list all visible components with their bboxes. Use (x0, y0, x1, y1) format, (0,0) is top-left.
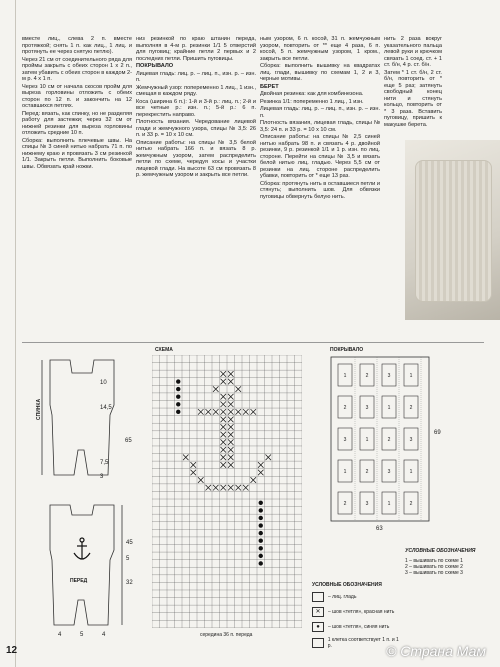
col1-para: Через 21 см от соединительного ряда для проймы закрыть с обеих сторон 1 х 2 п., затем убавить с обеих сторон в каждом 2-м р. 4 х 1 п. (22, 56, 132, 82)
svg-text:3: 3 (365, 405, 369, 411)
chart-cross-cell (213, 485, 219, 491)
chart-cross-cell (258, 470, 264, 476)
chart-cross-cell (221, 379, 227, 385)
svg-text:2: 2 (409, 501, 413, 507)
col4-para: Затем * 1 ст. б/н, 2 ст. б/н, повторить от * еще 5 раз; затянуть свободный конец нити и стянуть кольцо, повторить от * 3 раза. Вставить пуговицу, пришить к макушке берета. (384, 69, 442, 128)
chart-cross-cell (221, 485, 227, 491)
chart-dot-cell (259, 546, 263, 550)
chart-dot-cell (176, 394, 180, 398)
chart-cross-cell (221, 432, 227, 438)
legend-row: 1 клетка соответствует 1 п. и 1 р. (312, 637, 402, 649)
binding-edge (15, 0, 16, 667)
page-number: 12 (6, 645, 18, 656)
svg-text:2: 2 (387, 437, 391, 443)
svg-text:1: 1 (409, 469, 413, 475)
svg-text:3: 3 (409, 437, 413, 443)
blanket-height: 69 (434, 430, 441, 436)
dim-label: 5 (80, 632, 84, 638)
col2-para: Жемчужный узор: попеременно 1 лиц., 1 изн., смещая в каждом ряду. (136, 84, 256, 97)
chart-cross-cell (213, 386, 219, 392)
chart-cross-cell (221, 439, 227, 445)
legend-item: 1 – вышивать по схеме 1 (405, 558, 463, 564)
dim-label: 65 (125, 438, 132, 444)
legend-title: УСЛОВНЫЕ ОБОЗНАЧЕНИЯ (312, 582, 382, 588)
col3-para: ным узором, 6 п. косой, 31 п. жемчужным узором, повторить от ** еще 4 раза, 6 п. косой, 5 п. жемчужным узором, 1 кром., закрыть все петли. (260, 36, 380, 62)
chart-cross-cell (228, 462, 234, 468)
col1-para: Перед: вязать, как спинку, но не разделяя работу для застежки; через 32 см от нижней резинки для выреза горловины отложить средние 10 п. (22, 110, 132, 136)
site-watermark: © Страна Мам (386, 643, 486, 659)
dim-label: 32 (126, 580, 133, 586)
svg-text:1: 1 (365, 437, 369, 443)
chart-cross-cell (221, 447, 227, 453)
svg-text:3: 3 (387, 373, 391, 379)
chart-cross-cell (228, 417, 234, 423)
stitch-chart-grid (152, 355, 302, 628)
dim-label: 14,5 (100, 405, 112, 411)
svg-text:2: 2 (343, 501, 347, 507)
chart-dot-cell (259, 516, 263, 520)
front-label: ПЕРЕД (70, 578, 88, 584)
svg-text:1: 1 (387, 405, 391, 411)
text-column-1 (22, 36, 132, 302)
col3-para: Сборка: протянуть нить в оставшиеся петли и стянуть; выполнить шов. Для обвязки пуговицы обвернуть белую нить. (260, 180, 380, 200)
col2-para: Коса (ширина 6 п.): 1-й и 3-й р.: лиц. п.; 2-й и все четные р.: изн. п.; 5-й р.: 6 п. перекрестить направо. (136, 98, 256, 118)
chart-cross-cell (243, 485, 249, 491)
anchor-icon (74, 538, 90, 559)
col3-para: Резинка 1/1: попеременно 1 лиц., 1 изн. (260, 98, 364, 105)
beret-photo (405, 140, 500, 320)
legend-embroidery (405, 548, 490, 576)
legend-row: ✕ – шов «тетля», красная нить (312, 607, 402, 617)
chart-cross-cell (191, 462, 197, 468)
legend-row: – лиц. гладь (312, 592, 402, 602)
cross-icon: ✕ (312, 607, 324, 617)
col4-para: нить 2 раза вокруг указательного пальца левой руки и крючком связать 1 соед. ст. + 1 ст. б/н, 4 р. ст. б/н. (384, 36, 442, 68)
chart-cross-cell (251, 409, 257, 415)
chart-cross-cell (191, 470, 197, 476)
chart-cross-cell (228, 401, 234, 407)
back-label: СПИНКА (36, 398, 42, 420)
legend-title: УСЛОВНЫЕ ОБОЗНАЧЕНИЯ (405, 548, 476, 554)
chart-cross-cell (221, 455, 227, 461)
chart-dot-cell (259, 561, 263, 565)
blanket-width: 63 (376, 526, 383, 532)
chart-dot-cell (259, 554, 263, 558)
text-column-3 (260, 36, 380, 336)
section-heading: ПОКРЫВАЛО (136, 63, 174, 69)
col3-para: Сборка: выполнить вышивку на квадратах лиц. глади, вышивку по схемам 1, 2 и 3, черные мотивы. (260, 63, 380, 82)
chart-cross-cell (228, 432, 234, 438)
garment-outlines (22, 345, 142, 645)
chart-cross-cell (198, 409, 204, 415)
text-column-2 (136, 36, 256, 326)
svg-text:3: 3 (387, 469, 391, 475)
dim-label: 7,5 (100, 460, 109, 466)
chart-cross-cell (221, 424, 227, 430)
svg-text:2: 2 (409, 405, 413, 411)
blank-square-icon (312, 638, 324, 648)
svg-text:1: 1 (343, 373, 347, 379)
legend-row: ● – шов «тетля», синяя нить (312, 622, 402, 632)
chart-cross-cell (221, 394, 227, 400)
dim-label: 4 (102, 632, 106, 638)
front-outline (50, 505, 114, 625)
chart-dot-cell (259, 539, 263, 543)
section-heading: БЕРЕТ (260, 83, 279, 90)
chart-cross-cell (221, 409, 227, 415)
blanket-schematic (330, 356, 430, 522)
dim-label: 5 (126, 556, 130, 562)
svg-text:3: 3 (365, 501, 369, 507)
chart-dot-cell (176, 379, 180, 383)
chart-cross-cell (221, 401, 227, 407)
chart-cross-cell (206, 409, 212, 415)
chart-cross-cell (228, 455, 234, 461)
chart-cross-cell (228, 394, 234, 400)
chart-cross-cell (228, 379, 234, 385)
chart-dot-cell (176, 410, 180, 414)
dim-label: 10 (100, 380, 107, 386)
dim-label: 45 (126, 540, 133, 546)
chart-cross-cell (228, 439, 234, 445)
chart-cross-cell (228, 447, 234, 453)
chart-cross-cell (228, 424, 234, 430)
back-outline (50, 360, 114, 475)
svg-text:2: 2 (365, 469, 369, 475)
chart-cross-cell (183, 455, 189, 461)
chart-cross-cell (258, 462, 264, 468)
knit-fabric-image (415, 160, 492, 302)
col2-para: Лицевая гладь: лиц. р. – лиц. п., изн. р. – изн. п. (136, 70, 256, 83)
col2-para: Описание работы: на спицы № 3,5 белой нитью набрать 166 п. и вязать 8 р. жемчужным узором, затем распределить петли по схеме, чередуя косы и участки лицевой глади. На высоте 63 см провязать 8 р. жемчужным узором и закрыть все петли. (136, 139, 256, 178)
chart-cross-cell (221, 371, 227, 377)
chart-cross-cell (221, 462, 227, 468)
blank-square-icon (312, 592, 324, 602)
blanket-label: ПОКРЫВАЛО (330, 347, 364, 353)
dot-icon: ● (312, 622, 324, 632)
chart-cross-cell (228, 371, 234, 377)
chart-dot-cell (259, 523, 263, 527)
chart-dot-cell (259, 531, 263, 535)
legend-item: 3 – вышивать по схеме 3 (405, 570, 463, 576)
svg-text:1: 1 (387, 501, 391, 507)
chart-cross-cell (236, 386, 242, 392)
col3-para: Описание работы: на спицы № 2,5 синей нитью набрать 98 п. и связать 4 р. двойной резинки, 9 р. резинкой 1/1 и 1 р. изн. по лиц. стороне. Перейти на спицы № 3,5 и вязать белой нитью лиц. гладью. Через 5,5 см от резинки на лиц. стороне распределить убавки, повторить от * еще 13 раз. (260, 134, 380, 179)
chart-dot-cell (176, 387, 180, 391)
schema-label: СХЕМА (155, 347, 173, 353)
col1-para: Через 10 см от начала скосов пройм для выреза горловины отложить с обеих сторон по 12 п. и закончить на 12 оставшихся петлях. (22, 83, 132, 109)
chart-cross-cell (198, 477, 204, 483)
chart-cross-cell (251, 477, 257, 483)
col3-para: Двойная резинка: как для комбинезона. (260, 91, 364, 97)
col3-para: Лицевая гладь: лиц. р. – лиц. п., изн. р. – изн. п. (260, 106, 380, 119)
chart-cross-cell (206, 485, 212, 491)
chart-cross-cell (213, 409, 219, 415)
col3-para: Плотность вязания, лицевая гладь, спицы № 3,5: 24 п. и 33 р. = 10 х 10 см. (260, 120, 380, 133)
chart-cross-cell (221, 417, 227, 423)
chart-cross-cell (236, 485, 242, 491)
col2-para: низ резинкой по краю штанин переда, выполняя в 4-м р. резинки 1/1 5 отверстий для пуговиц; крайние петли 2 первых и 2 последних петли. Пришить пуговицы. (136, 36, 256, 62)
svg-text:1: 1 (343, 469, 347, 475)
dim-label: 4 (58, 632, 62, 638)
chart-dot-cell (259, 501, 263, 505)
svg-text:3: 3 (343, 437, 347, 443)
col2-para: Плотность вязания. Чередование лицевой глади и жемчужного узора, спицы № 3,5: 26 п. и 33 р. = 10 х 10 см. (136, 119, 256, 138)
legend-item: 2 – вышивать по схеме 2 (405, 564, 463, 570)
col1-para: Сборка: выполнить плечевые швы. На спицы № 3 синей нитью набрать 71 п. по нижнему краю и провязать 3 см резинкой 1/1. Закрыть петли. Выполнить боковые швы. Обвязать край ножки. (22, 137, 132, 170)
chart-cross-cell (228, 409, 234, 415)
chart-dot-cell (176, 402, 180, 406)
dim-label: 3 (100, 474, 104, 480)
svg-text:1: 1 (409, 373, 413, 379)
chart-middle-note: середина 36 п. переда (200, 632, 253, 638)
chart-cross-cell (243, 409, 249, 415)
col1-para: вместе лиц., слева 2 п. вместе протяжкой; снять 1 п. как лиц., 1 лиц. и протянуть ее через снятую петлю). (22, 36, 132, 55)
section-divider (22, 342, 484, 343)
chart-cross-cell (236, 409, 242, 415)
chart-dot-cell (259, 508, 263, 512)
chart-cross-cell (228, 485, 234, 491)
svg-text:2: 2 (343, 405, 347, 411)
chart-cross-cell (266, 455, 272, 461)
svg-text:2: 2 (365, 373, 369, 379)
